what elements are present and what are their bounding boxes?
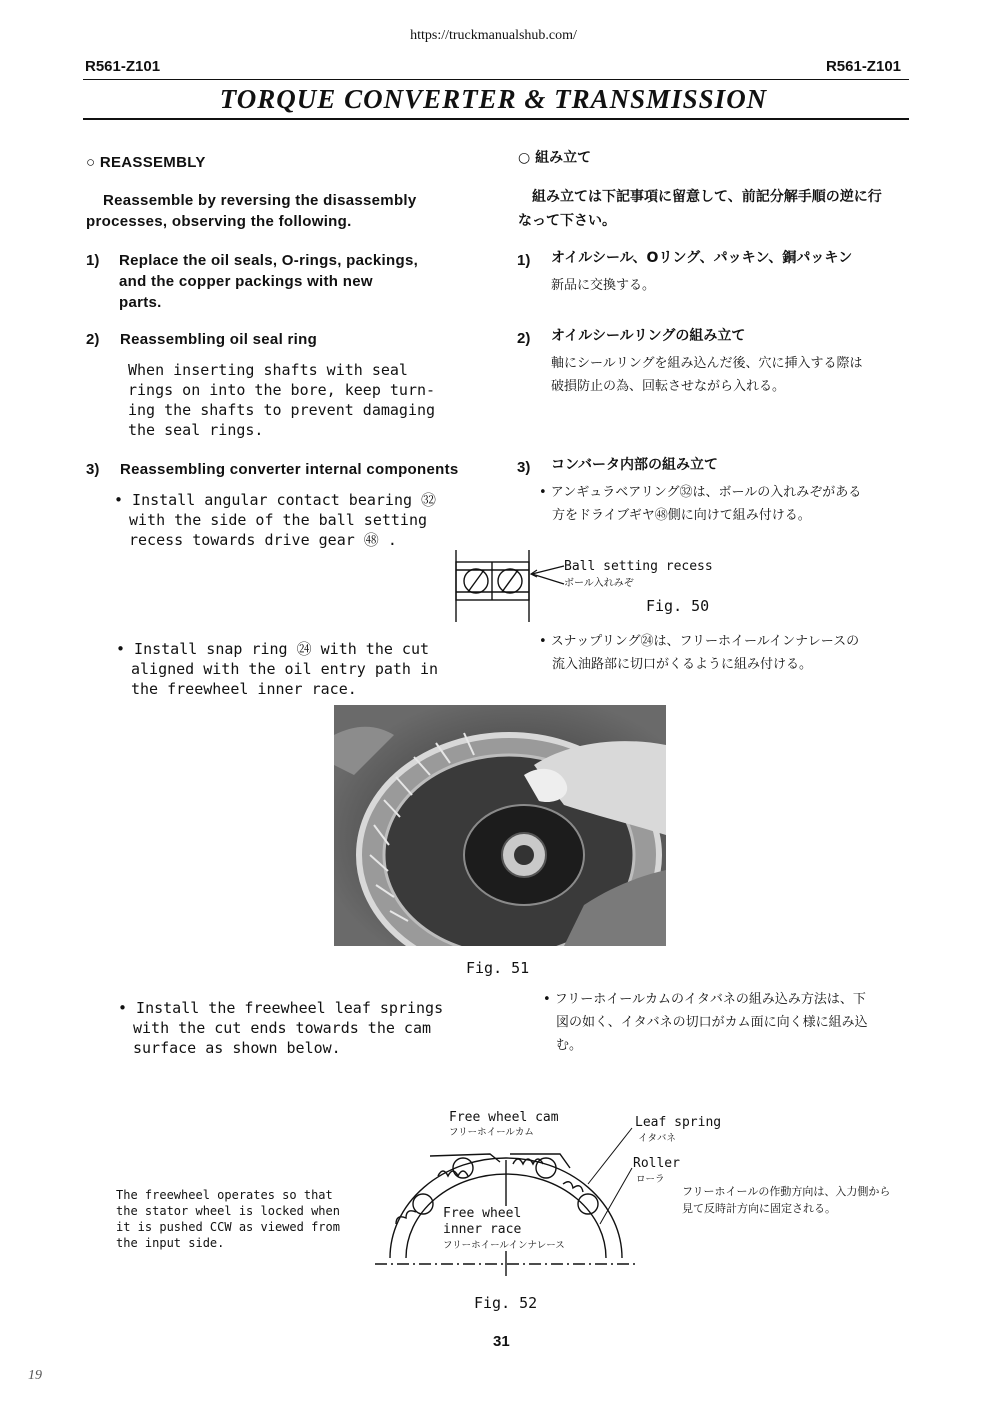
jp-item3-title: コンバータ内部の組み立て bbox=[551, 457, 719, 473]
en-item2-number: 2) bbox=[86, 331, 100, 348]
fig52-roller-label-en: Roller bbox=[633, 1156, 680, 1171]
fig52-roller-label-jp: ローラ bbox=[636, 1174, 665, 1185]
fig52-leaf-label-jp: イタバネ bbox=[638, 1133, 676, 1144]
fig52-leaf-label-en: Leaf spring bbox=[635, 1115, 722, 1130]
en-item2-body: When inserting shafts with seal rings on into the bore, keep turn- ing the shafts to prevent damaging the seal rings. bbox=[128, 361, 436, 439]
margin-note: 19 bbox=[28, 1368, 42, 1383]
header-rule-bottom bbox=[83, 118, 909, 120]
jp-bullet-bearing: • アンギュラベアリング㉜は、ボールの入れみぞがある 方をドライブギヤ㊽側に向けて組み付ける。 bbox=[539, 485, 862, 523]
jp-item2-number: 2) bbox=[517, 330, 531, 347]
jp-item2-title: オイルシールリングの組み立て bbox=[551, 328, 746, 344]
fig52-inner-race-label-jp: フリーホイールインナレース bbox=[443, 1237, 565, 1251]
recess-pointer-arrow bbox=[528, 562, 568, 588]
fig52-leader-lines bbox=[560, 1124, 640, 1234]
en-section-heading: ○ REASSEMBLY bbox=[86, 154, 206, 171]
en-item3-number: 3) bbox=[86, 461, 100, 478]
jp-item1-body: 新品に交換する。 bbox=[551, 278, 656, 293]
page-number: 31 bbox=[493, 1333, 510, 1350]
header-rule-top bbox=[83, 79, 909, 80]
source-url: https://truckmanualshub.com/ bbox=[410, 28, 577, 43]
en-bullet-leaf-springs: • Install the freewheel leaf springs with the cut ends towards the cam surface as shown below. bbox=[118, 999, 444, 1057]
converter-photo-illustration bbox=[334, 705, 666, 946]
fig52-caption: Fig. 52 bbox=[474, 1294, 538, 1312]
fig52-inner-race-label-en: Free wheel inner race bbox=[443, 1206, 522, 1237]
en-bullet-bearing: • Install angular contact bearing ㉜ with the side of the ball setting recess towards drive gear ㊽ . bbox=[114, 491, 437, 549]
jp-item1-number: 1) bbox=[517, 252, 531, 269]
en-freewheel-note: The freewheel operates so that the stator wheel is locked when it is pushed CCW as viewed from the input side. bbox=[116, 1188, 340, 1250]
jp-bullet-snap-ring: • スナップリング㉔は、フリーホイールインナレースの 流入油路部に切口がくるように組み付ける。 bbox=[539, 634, 860, 672]
jp-bullet-leaf-springs: • フリーホイールカムのイタバネの組み込み方法は、下 図の如く、イタバネの切口がカム面に向く様に組み込 む。 bbox=[543, 992, 868, 1053]
jp-freewheel-note: フリーホイールの作動方向は、入力側から 見て反時計方向に固定される。 bbox=[682, 1185, 891, 1215]
fig50-label-jp: ボール入れみぞ bbox=[564, 578, 634, 589]
jp-item2-body: 軸にシールリングを組み込んだ後、穴に挿入する際は 破損防止の為、回転させながら入れる。 bbox=[551, 356, 863, 394]
fig51-caption: Fig. 51 bbox=[466, 959, 530, 977]
en-item1-number: 1) bbox=[86, 252, 100, 269]
fig50-caption: Fig. 50 bbox=[646, 597, 710, 615]
jp-item1-title: オイルシール、Oリング、パッキン、銅パッキン bbox=[551, 250, 853, 266]
en-item1-text: Replace the oil seals, O-rings, packings, and the copper packings with new parts. bbox=[119, 252, 419, 311]
jp-section-heading: ○ 組み立て bbox=[518, 150, 592, 166]
en-bullet-snap-ring: • Install snap ring ㉔ with the cut aligned with the oil entry path in the freewheel inner race. bbox=[116, 640, 439, 698]
page-title: TORQUE CONVERTER & TRANSMISSION bbox=[219, 84, 768, 114]
jp-intro: 組み立ては下記事項に留意して、前記分解手順の逆に行 なって下さい。 bbox=[518, 189, 882, 229]
doc-code-left: R561-Z101 bbox=[85, 58, 161, 75]
fig50-label-en: Ball setting recess bbox=[564, 559, 713, 574]
en-intro: Reassemble by reversing the disassembly processes, observing the following. bbox=[86, 192, 417, 230]
fig52-cam-label-jp: フリーホイールカム bbox=[449, 1127, 534, 1138]
fig51-photo bbox=[334, 705, 666, 946]
doc-code-right: R561-Z101 bbox=[825, 58, 901, 75]
en-item2-title: Reassembling oil seal ring bbox=[120, 331, 318, 348]
jp-item3-number: 3) bbox=[517, 459, 531, 476]
fig52-cam-label-en: Free wheel cam bbox=[449, 1110, 559, 1125]
en-item3-title: Reassembling converter internal components bbox=[120, 461, 459, 478]
